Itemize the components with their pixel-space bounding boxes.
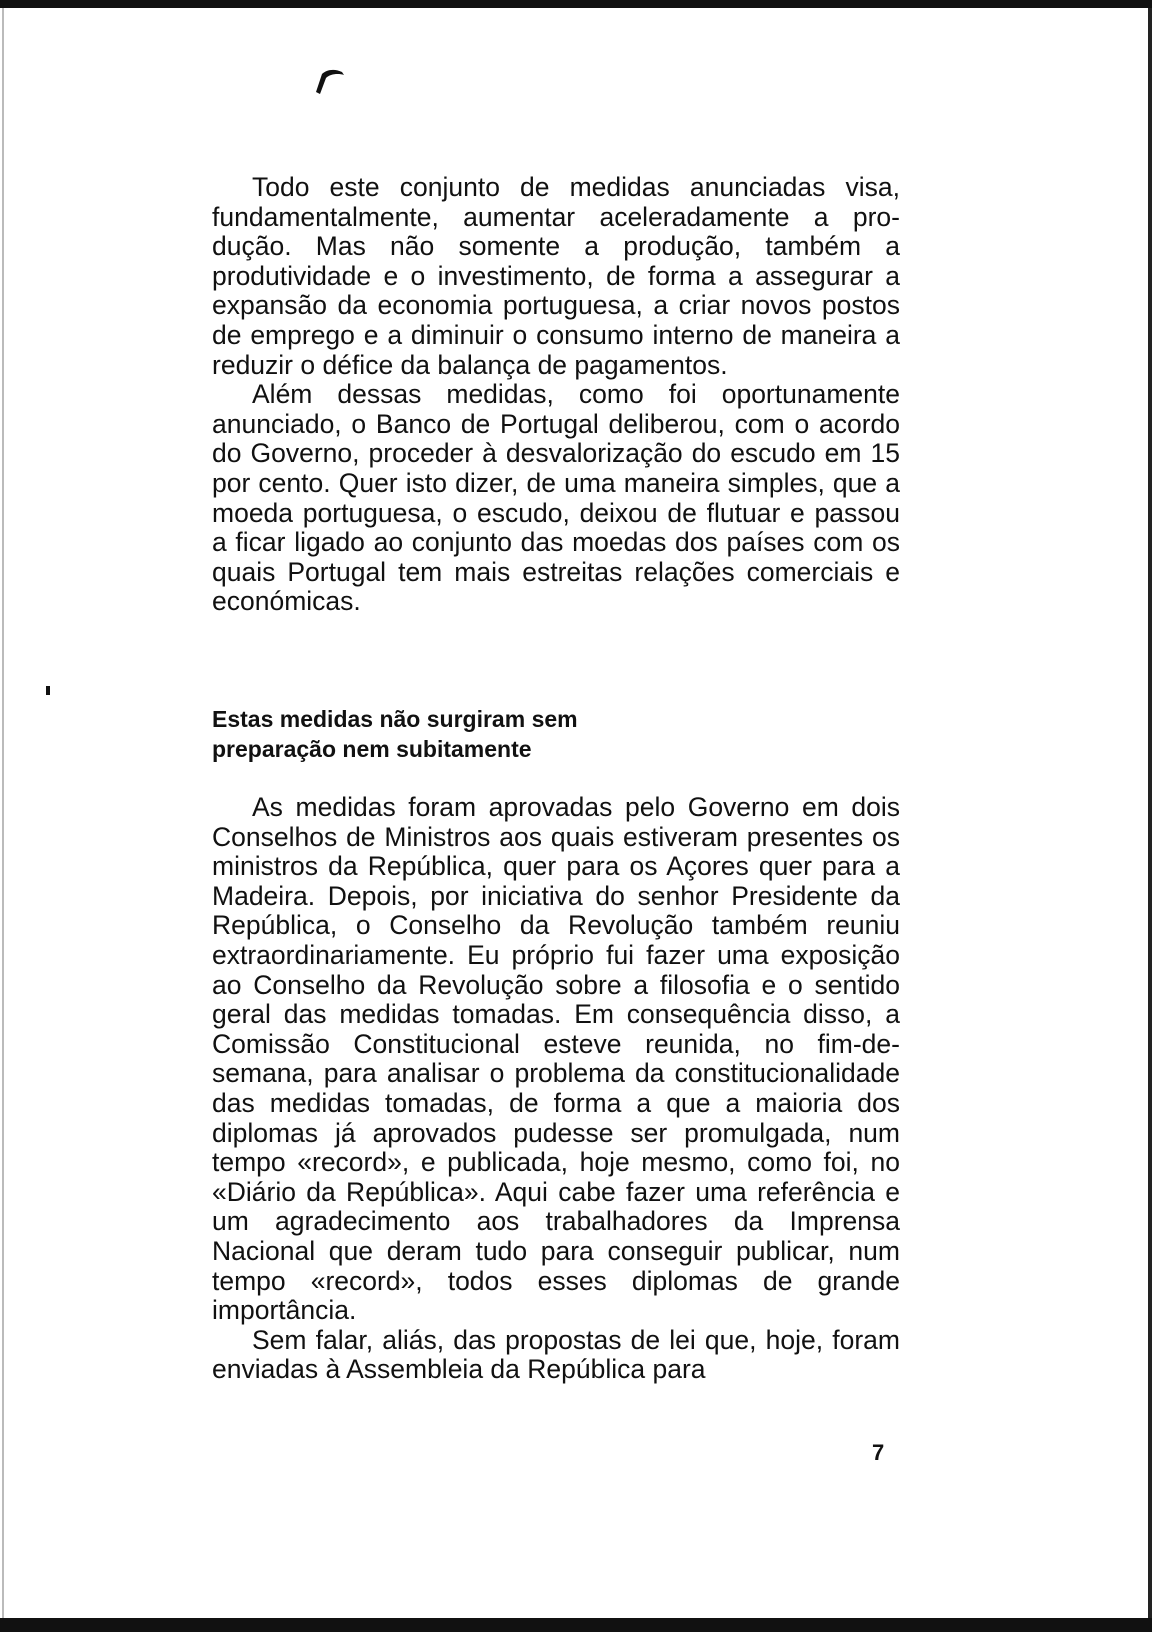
scan-edge-top — [0, 0, 1152, 8]
paragraph-3: As medidas foram aprovadas pelo Governo em dois Conselhos de Ministros aos quais estiveram presentes os ministros da República, quer para os Açores quer para a Madeira. Depois, por iniciativa do senhor Presidente da República, o Conselho da Revolução também reuniu extraordinariamente. Eu próprio fui fazer uma exposição ao Conselho da Revolução sobre a filosofia e o sentido geral das medidas tomadas. Em consequência disso, a Comissão Constitucional esteve reunida, no fim-de-semana, para analisar o problema da constitucionalidade das medidas tomadas, de forma a que a maioria dos diplomas já aprovados pudesse ser promulgada, num tempo «record», e publicada, hoje mesmo, como foi, no «Diário da República». Aqui cabe fazer uma referência e um agradecimento aos trabalhadores da Imprensa Nacional que deram tudo para conseguir publicar, num tempo «record», todos esses diplomas de grande importância. — [212, 792, 900, 1326]
paragraph-4: Sem falar, aliás, das propostas de lei que, hoje, foram enviadas à Assembleia da República para — [212, 1324, 900, 1385]
paragraph-2: Além dessas medidas, como foi oportunamente anunciado, o Banco de Portugal deliberou, com o acordo do Governo, proceder à desvalorização do escudo em 15 por cento. Quer isto dizer, de uma maneira simples, que a moeda portuguesa, o escudo, deixou de flutuar e passou a ficar ligado ao conjunto das moedas dos países com os quais Portugal tem mais estreitas relações comerciais e económicas. — [212, 379, 900, 617]
body-text-top — [212, 173, 900, 617]
paragraph-1: Todo este conjunto de medidas anunciadas visa, fundamentalmente, aumentar aceleradamente a produção. Mas não somente a produção, também a produtividade e o investimento, de forma a assegurar a expansão da economia portuguesa, a criar novos postos de emprego e a diminuir o consumo interno de maneira a reduzir o défice da balança de pagamentos. — [212, 172, 900, 380]
scan-edge-bottom — [0, 1618, 1152, 1632]
section-heading — [212, 704, 900, 764]
scan-edge-left — [2, 8, 4, 1618]
body-text-bottom — [212, 793, 900, 1385]
section-heading-line-1: Estas medidas não surgiram sem — [212, 706, 578, 732]
ink-mark — [312, 66, 348, 96]
page-number: 7 — [872, 1440, 885, 1465]
scan-edge-right — [1148, 8, 1152, 1618]
ink-speck — [46, 686, 50, 695]
section-heading-line-2: preparação nem subitamente — [212, 736, 532, 762]
